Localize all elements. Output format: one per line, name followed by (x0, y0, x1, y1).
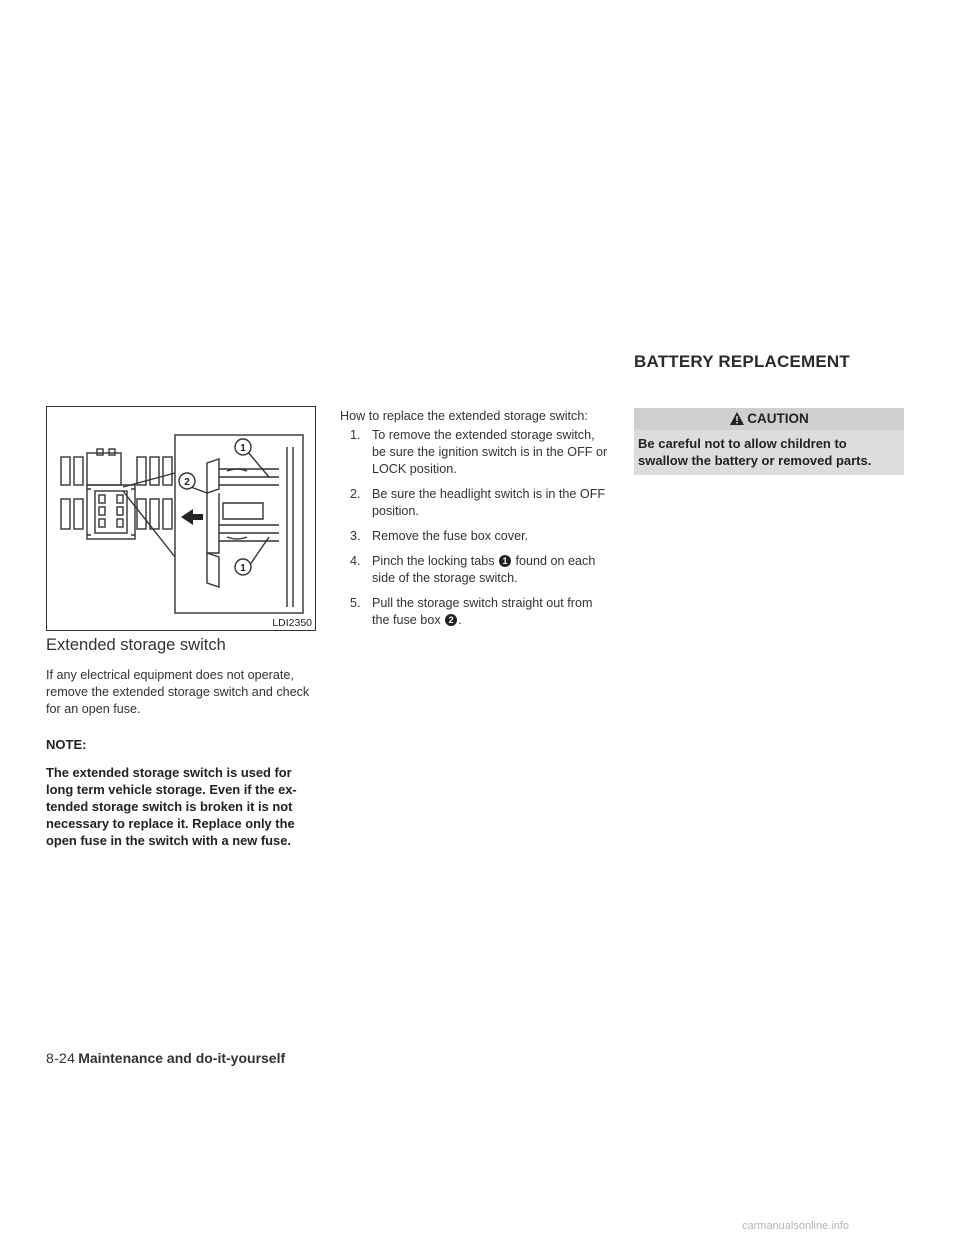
section-title: BATTERY REPLACEMENT (634, 352, 850, 371)
caution-text: Be careful not to allow children to swallow the battery or removed parts. (638, 436, 872, 468)
callout-1-top: 1 (240, 443, 246, 454)
page-number: 8-24 (46, 1050, 76, 1066)
subheading: Extended storage switch (46, 636, 226, 654)
column-left (46, 636, 318, 849)
steps-list (340, 427, 612, 629)
column-middle (340, 408, 612, 637)
page-footer (46, 1050, 285, 1066)
fuse-box-figure (46, 406, 316, 631)
list-item: 4. Pinch the locking tabs 1 found on each side of the storage switch. (350, 554, 596, 585)
chapter-title: Maintenance and do-it-yourself (78, 1050, 286, 1066)
figure-label: LDI2350 (272, 617, 312, 629)
list-item: 3. Remove the fuse box cover. (350, 529, 529, 543)
caution-header (634, 408, 904, 430)
list-item: 1. To remove the extended storage switch, be sure the ignition switch is in the OFF or LOCK position. (350, 428, 608, 476)
watermark: carmanualsonline.info (742, 1220, 850, 1232)
warning-icon (729, 411, 745, 433)
storage-switch-body (87, 485, 135, 539)
fuse-row-top (61, 449, 172, 485)
callout-ref-2: 2 (445, 614, 457, 626)
list-item: 2. Be sure the headlight switch is in the OFF position. (350, 487, 606, 518)
intro-paragraph: If any electrical equipment does not operate, remove the extended storage switch and check for an open fuse. (46, 668, 310, 716)
callout-2: 2 (184, 477, 190, 488)
caution-box (634, 408, 904, 475)
note-label: NOTE: (46, 737, 87, 752)
callout-1-bottom: 1 (240, 563, 246, 574)
storage-switch-illustration (47, 407, 314, 629)
caution-title: CAUTION (747, 411, 809, 426)
callout-ref-1: 1 (499, 555, 511, 567)
note-text: The extended storage switch is used for long term vehicle storage. Even if the ex- tended storage switch is broken it is not necessary to replace it. Replace only the open fuse in the switch with a new fuse. (46, 765, 297, 848)
list-item: 5. Pull the storage switch straight out from the fuse box 2 . (350, 596, 593, 627)
steps-intro: How to replace the extended storage switch: (340, 409, 588, 423)
